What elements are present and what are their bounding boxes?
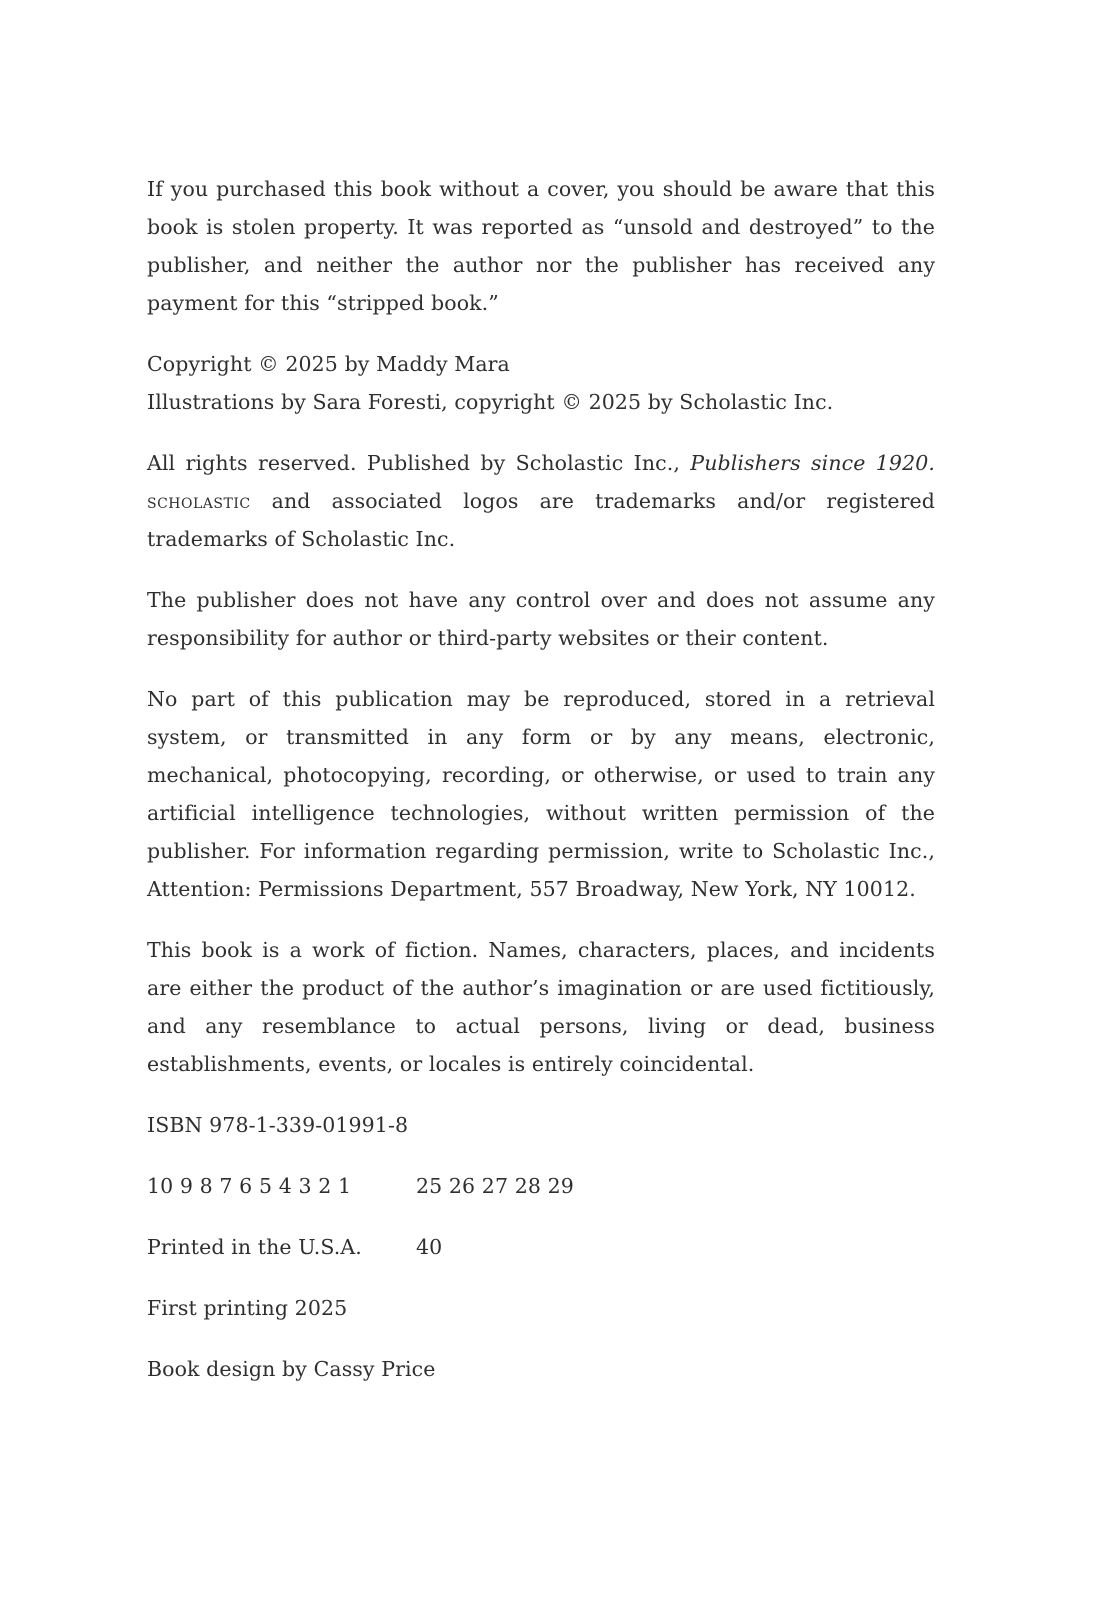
rights-text: All rights reserved. Published by Scholastic Inc.,: [147, 451, 691, 475]
publisher-tagline: Publishers since 1920.: [690, 451, 935, 475]
printed-in: [147, 1228, 935, 1266]
scholastic-trademark: scholastic: [147, 489, 251, 513]
printing-numbers: 10 9 8 7 6 5 4 3 2 1: [147, 1174, 352, 1198]
illustrations-copyright-line: Illustrations by Sara Foresti, copyright © 2025 by Scholastic Inc.: [147, 390, 834, 414]
publisher-disclaimer: The publisher does not have any control over and does not assume any responsibility for author or third-party websites or their content.: [147, 588, 935, 650]
reproduction-notice: No part of this publication may be reproduced, stored in a retrieval system, or transmitted in any form or by any means, electronic, mechanical, photocopying, recording, or otherwise, or used to train any artificial intelligence technologies, without written permission of the publisher. For information regarding permission, write to Scholastic Inc., Attention: Permissions Department, 557 Broadway, New York, NY 10012.: [147, 687, 935, 901]
book-design-credit: Book design by Cassy Price: [147, 1357, 436, 1381]
rights-reserved: [147, 444, 935, 558]
first-printing: First printing 2025: [147, 1296, 348, 1320]
copyright-page: [147, 170, 935, 1388]
printing-years: 25 26 27 28 29: [416, 1174, 574, 1198]
copyright-line: Copyright © 2025 by Maddy Mara: [147, 352, 510, 376]
trademark-text: and associated logos are trademarks and/or registered trademarks of Scholastic Inc.: [147, 489, 935, 551]
fiction-disclaimer: This book is a work of fiction. Names, characters, places, and incidents are either the product of the author’s imagination or are used fictitiously, and any resemblance to actual persons, living or dead, business establishments, events, or locales is entirely coincidental.: [147, 938, 935, 1076]
printed-in-label: Printed in the U.S.A.: [147, 1235, 362, 1259]
copyright-block: [147, 345, 935, 421]
printer-code: 40: [416, 1235, 443, 1259]
stripped-book-notice: If you purchased this book without a cover, you should be aware that this book is stolen property. It was reported as “unsold and destroyed” to the publisher, and neither the author nor the publisher has received any payment for this “stripped book.”: [147, 177, 935, 315]
isbn: ISBN 978-1-339-01991-8: [147, 1113, 409, 1137]
printing-line: [147, 1167, 935, 1205]
